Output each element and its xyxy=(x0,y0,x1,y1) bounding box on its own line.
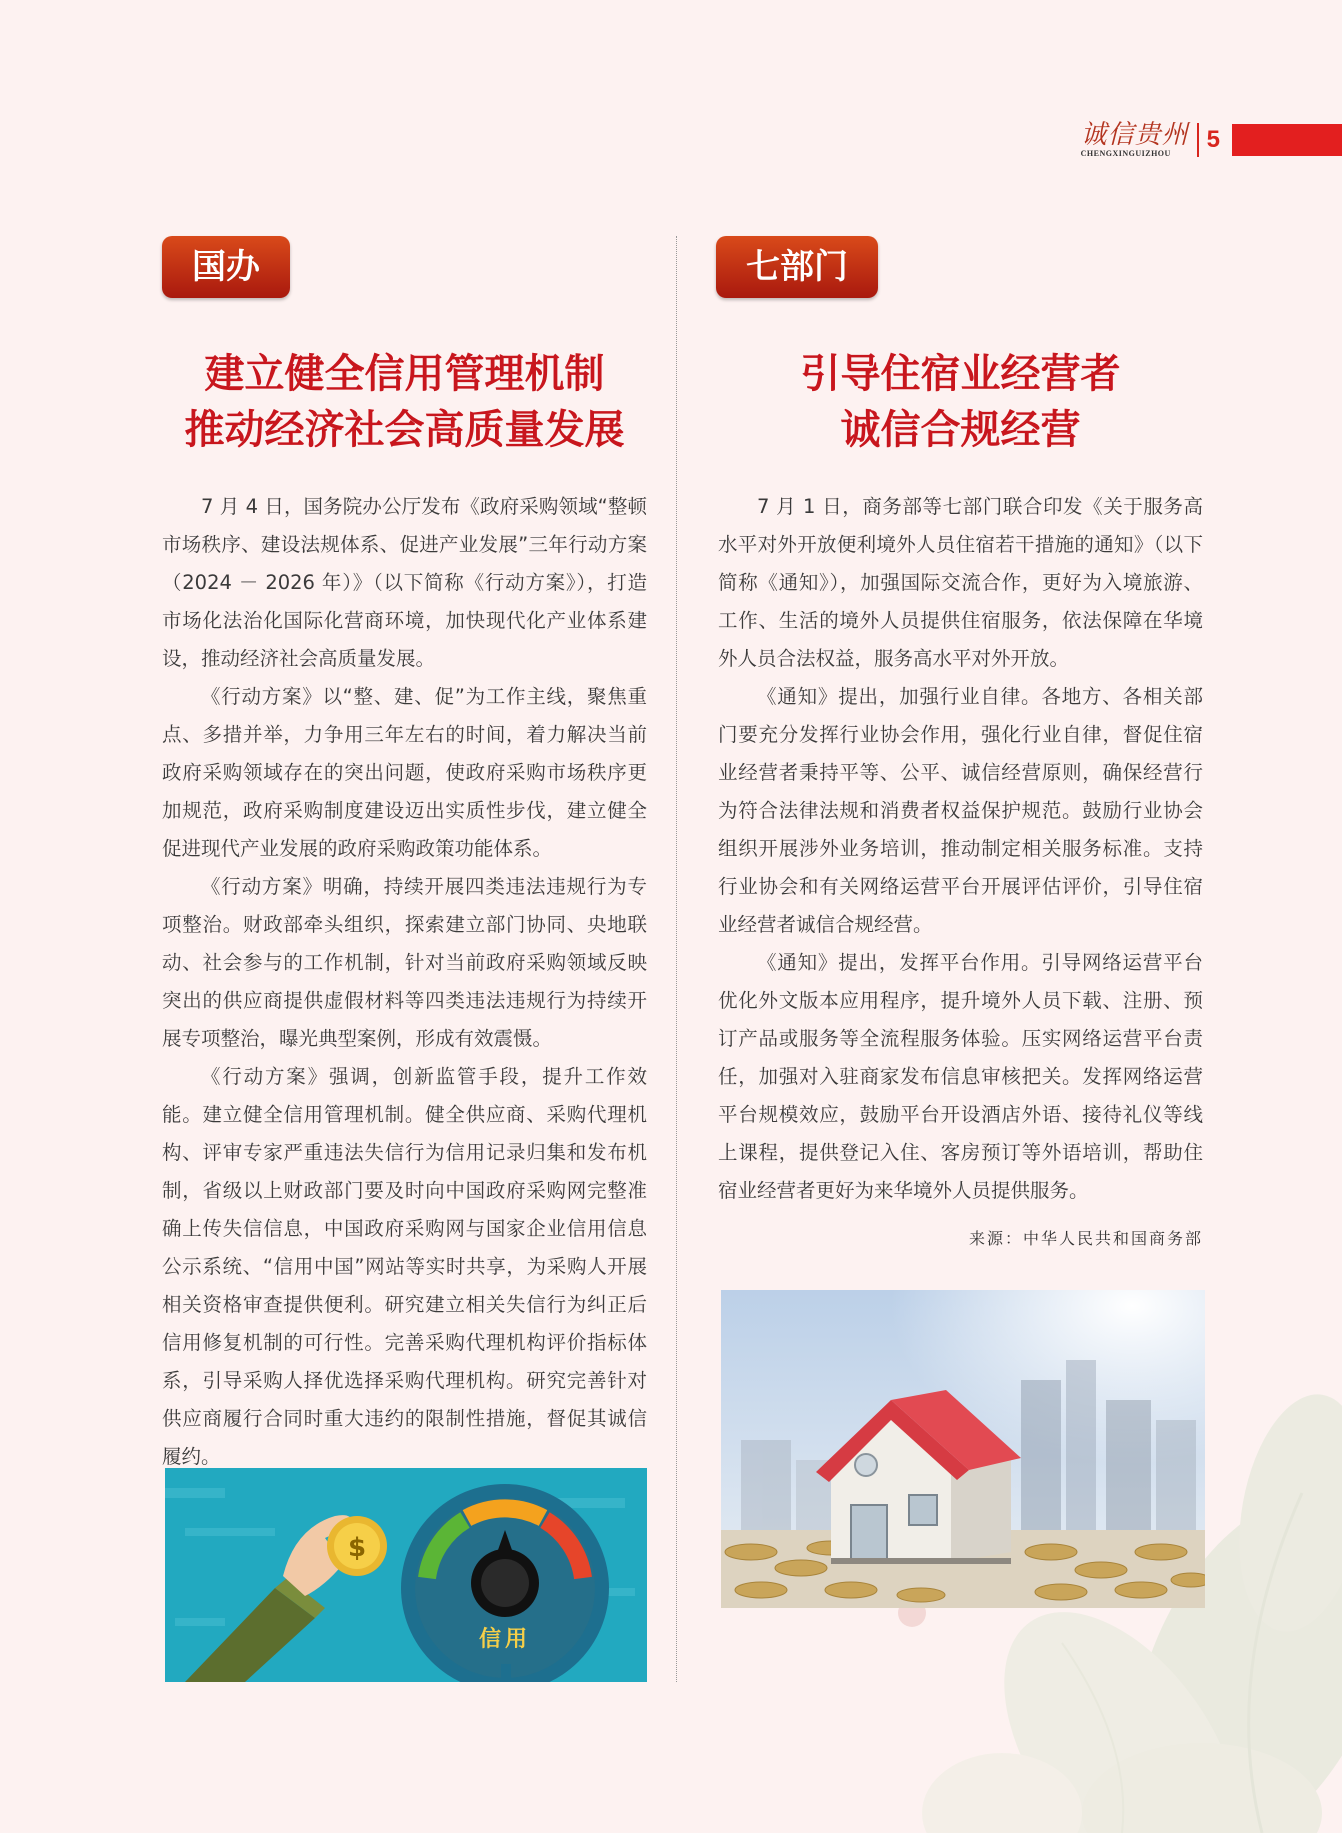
right-article xyxy=(718,236,1203,1249)
page-header xyxy=(1081,118,1342,162)
left-paragraph: 《行动方案》明确，持续开展四类违法违规行为专项整治。财政部牵头组织，探索建立部门协同、央地联动、社会参与的工作机制，针对当前政府采购领域反映突出的供应商提供虚假材料等四类违法违规行为持续开展专项整治，曝光典型案例，形成有效震慑。 xyxy=(162,875,647,1050)
gauge-label: 信用 xyxy=(478,1627,532,1652)
left-paragraph: 7 月 4 日，国务院办公厅发布《政府采购领域“整顿市场秩序、建设法规体系、促进产业发展”三年行动方案（2024 － 2026 年）》（以下简称《行动方案》），打造市场化法治化国际化营商环境，加快现代化产业体系建设，推动经济社会高质量发展。 xyxy=(162,495,647,670)
left-section-tag: 国办 xyxy=(162,236,290,298)
right-paragraph: 《通知》提出，发挥平台作用。引导网络运营平台优化外文版本应用程序，提升境外人员下载、注册、预订产品或服务等全流程服务体验。压实网络运营平台责任，加强对入驻商家发布信息审核把关。发挥网络运营平台规模效应，鼓励平台开设酒店外语、接待礼仪等线上课程，提供登记入住、客房预订等外语培训，帮助住宿业经营者更好为来华境外人员提供服务。 xyxy=(718,951,1203,1202)
left-article-title xyxy=(162,346,647,458)
header-separator xyxy=(1197,123,1199,157)
source-credit: 来源：中华人民共和国商务部 xyxy=(968,1229,1203,1248)
right-paragraph: 《通知》提出，加强行业自律。各地方、各相关部门要充分发挥行业协会作用，强化行业自律，督促住宿业经营者秉持平等、公平、诚信经营原则，确保经营行为符合法律法规和消费者权益保护规范。鼓励行业协会组织开展涉外业务培训，推动制定相关服务标准。支持行业协会和有关网络运营平台开展评估评价，引导住宿业经营者诚信合规经营。 xyxy=(718,685,1203,936)
coin-dollar-icon: $ xyxy=(347,1533,367,1563)
left-title-line-2: 推动经济社会高质量发展 xyxy=(184,406,625,453)
logo-subtitle: CHENGXINGUIZHOU xyxy=(1080,149,1171,158)
logo-text: 诚信贵州 xyxy=(1080,120,1189,150)
header-accent-bar xyxy=(1232,124,1342,156)
right-title-line-1: 引导住宿业经营者 xyxy=(800,350,1121,397)
right-section-tag: 七部门 xyxy=(716,236,878,298)
right-title-line-2: 诚信合规经营 xyxy=(840,406,1081,453)
left-paragraph: 《行动方案》以“整、建、促”为工作主线，聚焦重点、多措并举，力争用三年左右的时间，着力解决当前政府采购领域存在的突出问题，使政府采购市场秩序更加规范，政府采购制度建设迈出实质性步伐，建立健全促进现代产业发展的政府采购政策功能体系。 xyxy=(162,685,647,860)
left-article-body xyxy=(162,488,647,1476)
magazine-logo xyxy=(1081,122,1189,158)
right-article-body xyxy=(718,488,1203,1210)
page-number: 5 xyxy=(1206,126,1220,153)
house-coins-photo xyxy=(721,1290,1205,1608)
credit-gauge-illustration xyxy=(165,1468,647,1682)
right-article-title xyxy=(718,346,1203,458)
left-title-line-1: 建立健全信用管理机制 xyxy=(204,350,605,397)
left-article xyxy=(162,236,647,1476)
right-paragraph: 7 月 1 日，商务部等七部门联合印发《关于服务高水平对外开放便利境外人员住宿若干措施的通知》（以下简称《通知》），加强国际交流合作，更好为入境旅游、工作、生活的境外人员提供住宿服务，依法保障在华境外人员合法权益，服务高水平对外开放。 xyxy=(718,495,1203,670)
left-paragraph: 《行动方案》强调，创新监管手段，提升工作效能。建立健全信用管理机制。健全供应商、采购代理机构、评审专家严重违法失信行为信用记录归集和发布机制，省级以上财政部门要及时向中国政府采购网完整准确上传失信信息，中国政府采购网与国家企业信用信息公示系统、“信用中国”网站等实时共享，为采购人开展相关资格审查提供便利。研究建立相关失信行为纠正后信用修复机制的可行性。完善采购代理机构评价指标体系，引导采购人择优选择采购代理机构。研究完善针对供应商履行合同时重大违约的限制性措施，督促其诚信履约。 xyxy=(162,1065,647,1468)
column-divider xyxy=(676,236,677,1682)
